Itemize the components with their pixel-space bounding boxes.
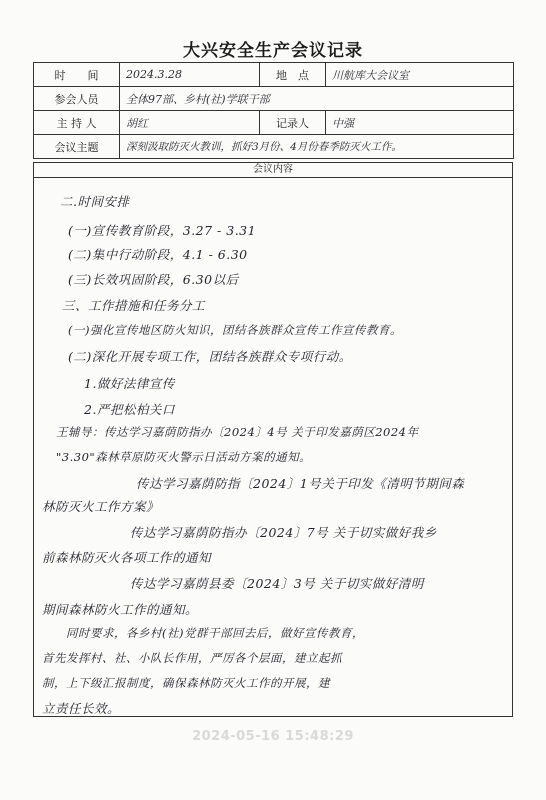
content-line: 立责任长效。 <box>42 701 121 716</box>
content-line: 传达学习嘉荫防指〔2024〕1号关于印发《清明节期间森 <box>136 476 465 491</box>
time-value: 2024.3.28 <box>120 63 260 87</box>
content-line: 同时要求，各乡村(社)党群干部回去后，做好宣传教育， <box>42 626 364 640</box>
meeting-info-table <box>33 62 514 159</box>
content-header: 会议内容 <box>33 162 513 178</box>
content-line: 2.严把松柏关口 <box>84 402 175 417</box>
host-label: 主 持 人 <box>34 111 120 135</box>
content-line: 期间森林防火工作的通知。 <box>42 602 199 617</box>
content-line: "3.30"森林草原防灭火警示日活动方案的通知。 <box>56 450 312 464</box>
content-line: (二)集中行动阶段，4.1 - 6.30 <box>68 247 248 262</box>
recorder-value: 中强 <box>326 111 514 135</box>
content-line: (三)长效巩固阶段，6.30以后 <box>68 272 239 287</box>
content-line: 林防灭火工作方案》 <box>42 499 160 514</box>
content-line: 传达学习嘉荫防指办〔2024〕7号 关于切实做好我乡 <box>130 525 437 540</box>
participants-label: 参会人员 <box>34 87 120 111</box>
content-line: 首先发挥村、社、小队长作用，严厉各个层面，建立起抓 <box>42 651 342 665</box>
document-title: 大兴安全生产会议记录 <box>183 41 363 61</box>
topic-label: 会议主题 <box>34 135 120 159</box>
content-line: 传达学习嘉荫县委〔2024〕3号 关于切实做好清明 <box>130 576 424 591</box>
content-line: 前森林防灭火各项工作的通知 <box>42 550 212 565</box>
content-line: 二.时间安排 <box>60 194 130 209</box>
content-line: (二)深化开展专项工作，团结各族群众专项行动。 <box>68 349 352 364</box>
content-line: 三、工作措施和任务分工 <box>62 298 206 313</box>
recorder-label: 记录人 <box>260 111 326 135</box>
content-line: (一)宣传教育阶段，3.27 - 3.31 <box>68 223 257 238</box>
time-label: 时 间 <box>34 63 120 87</box>
timestamp-watermark: 2024-05-16 15:48:29 <box>192 729 354 744</box>
topic-value: 深刻汲取防灭火教训，抓好3月份、4月份春季防灭火工作。 <box>120 135 514 159</box>
host-value: 胡红 <box>120 111 260 135</box>
content-line: 制，上下级汇报制度，确保森林防灭火工作的开展，建 <box>42 676 330 690</box>
participants-value: 全体97部、乡村(社)学联干部 <box>120 87 514 111</box>
content-line: (一)强化宣传地区防火知识，团结各族群众宣传工作宣传教育。 <box>68 323 402 337</box>
content-line: 1.做好法律宣传 <box>84 376 175 391</box>
place-label: 地 点 <box>260 63 326 87</box>
content-line: 王辅导：传达学习嘉荫防指办〔2024〕4号 关于印发嘉荫区2024年 <box>56 425 419 439</box>
place-value: 川航库大会议室 <box>326 63 514 87</box>
